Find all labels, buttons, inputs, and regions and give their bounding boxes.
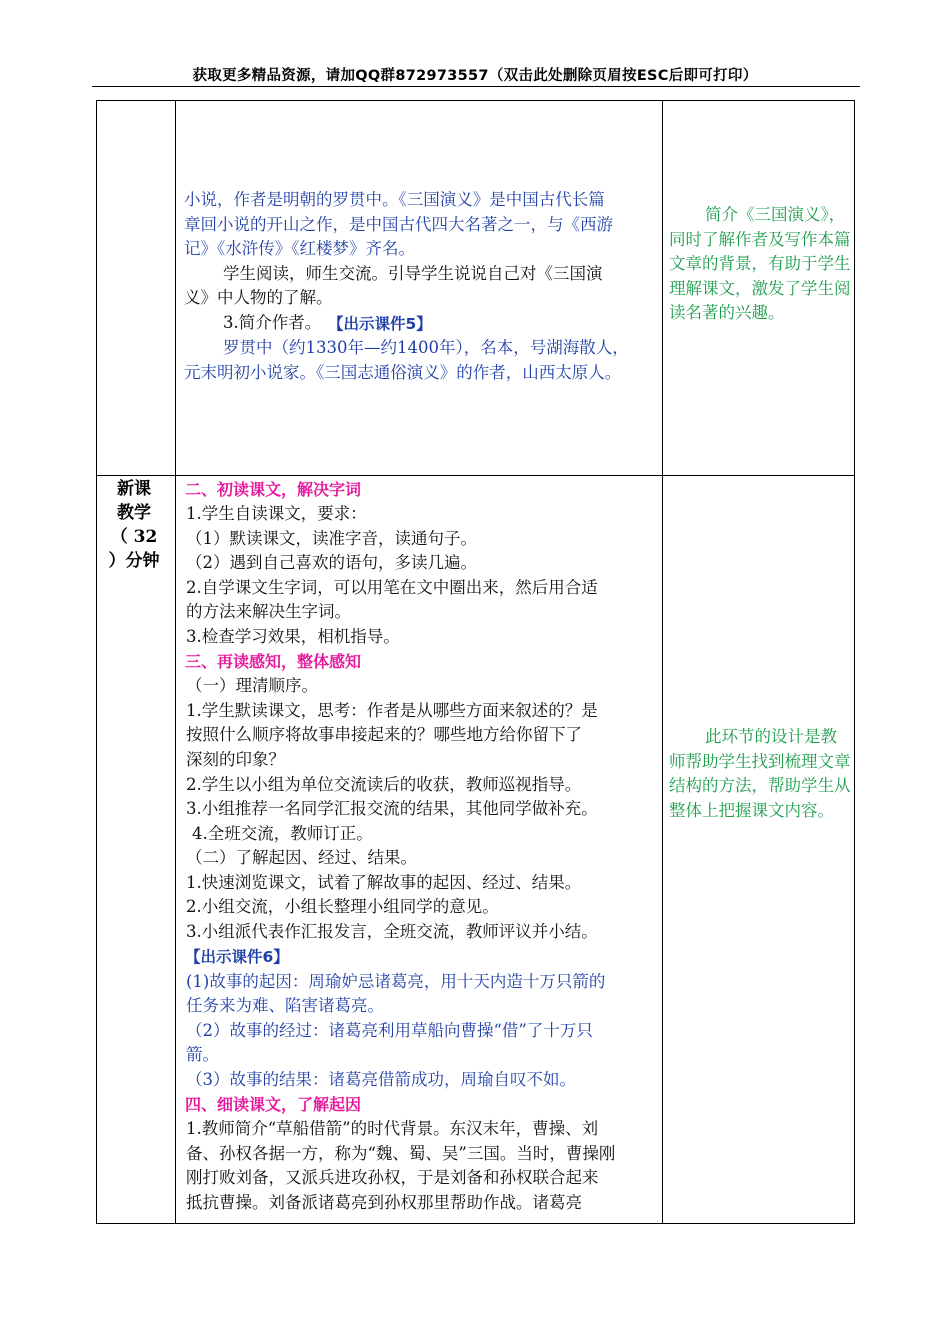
stage-label-line: （ 32	[110, 527, 158, 547]
lesson-line: 1.学生默读课文，思考：作者是从哪些方面来叙述的？是	[186, 701, 598, 720]
row-divider	[96, 475, 855, 476]
row1-line: 章回小说的开山之作，是中国古代四大名著之一，与《西游	[184, 215, 613, 234]
section-heading: 三、再读感知，整体感知	[185, 652, 362, 671]
header-rule	[92, 86, 860, 87]
lesson-line: 1.快速浏览课文，试着了解故事的起因、经过、结果。	[186, 873, 582, 892]
stage-label-line: ）分钟	[108, 551, 160, 571]
stage-label-line: 新课	[117, 479, 151, 499]
lesson-line: 3.小组推荐一名同学汇报交流的结果，其他同学做补充。	[186, 799, 598, 818]
lesson-line: 抵抗曹操。刘备派诸葛亮到孙权那里帮助作战。诸葛亮	[186, 1193, 582, 1212]
column-divider-1	[175, 100, 176, 1224]
lesson-line: (1)故事的起因：周瑜妒忌诸葛亮，用十天内造十万只箭的	[186, 972, 606, 991]
row1-line: 义》中人物的了解。	[184, 288, 333, 307]
row1-line: 元末明初小说家。《三国志通俗演义》的作者，山西太原人。	[184, 363, 622, 382]
lesson-line: 2.自学课文生字词，可以用笔在文中圈出来，然后用合适	[186, 578, 598, 597]
lesson-line: 刚打败刘备，又派兵进攻孙权，于是刘备和孙权联合起来	[186, 1168, 599, 1187]
section-heading: 四、细读课文，了解起因	[185, 1095, 362, 1114]
stage-label	[106, 477, 162, 573]
lesson-line: 3.检查学习效果，相机指导。	[186, 627, 400, 646]
lesson-line: 3.小组派代表作汇报发言，全班交流，教师评议并小结。	[186, 922, 598, 941]
lesson-line: 的方法来解决生字词。	[186, 602, 351, 621]
lesson-line: 2.小组交流，小组长整理小组同学的意见。	[186, 897, 499, 916]
lesson-line: （1）默读课文，读准字音，读通句子。	[186, 529, 477, 548]
row1-design-note: 简介《三国演义》，同时了解作者及写作本篇文章的背景，有助于学生理解课文，激发了学生阅读名著的兴趣。	[669, 205, 851, 323]
row2-design-note: 此环节的设计是教师帮助学生找到梳理文章结构的方法，帮助学生从整体上把握课文内容。	[669, 727, 851, 820]
lesson-line: 按照什么顺序将故事串接起来的？哪些地方给你留下了	[186, 725, 582, 744]
row1-line: 学生阅读，师生交流。引导学生说说自己对《三国演	[223, 264, 603, 283]
lesson-line: （二）了解起因、经过、结果。	[186, 848, 417, 867]
courseware-5-label: 【出示课件5】	[328, 315, 432, 333]
lesson-line: 深刻的印象？	[186, 750, 285, 769]
lesson-line: 备、孙权各据一方，称为“魏、蜀、吴”三国。当时，曹操刚	[186, 1144, 616, 1163]
courseware-6-label: 【出示课件6】	[185, 948, 289, 966]
lesson-line: 1.学生自读课文，要求：	[186, 504, 367, 523]
column-divider-2	[662, 100, 663, 1224]
lesson-line: （一）理清顺序。	[186, 676, 318, 695]
row1-line: 记》《水浒传》《红楼梦》齐名。	[184, 239, 415, 258]
page-header: 获取更多精品资源，请加QQ群872973557（双击此处删除页眉按ESC后即可打印）	[192, 68, 758, 84]
lesson-line: 4.全班交流，教师订正。	[192, 824, 373, 843]
lesson-line: 2.学生以小组为单位交流读后的收获，教师巡视指导。	[186, 775, 582, 794]
lesson-line: 1.教师简介“草船借箭”的时代背景。东汉末年，曹操、刘	[186, 1119, 599, 1138]
lesson-line: （3）故事的结果：诸葛亮借箭成功，周瑜自叹不如。	[186, 1070, 576, 1089]
row1-line: 3.简介作者。	[223, 313, 322, 332]
lesson-line: 箭。	[186, 1045, 219, 1064]
section-heading: 二、初读课文，解决字词	[185, 480, 362, 499]
row1-line: 罗贯中（约1330年—约1400年），名本，号湖海散人，	[223, 338, 629, 357]
stage-label-line: 教学	[117, 503, 151, 523]
row1-line: 小说，作者是明朝的罗贯中。《三国演义》是中国古代长篇	[184, 190, 605, 209]
lesson-line: 任务来为难、陷害诸葛亮。	[186, 996, 384, 1015]
lesson-line: （2）故事的经过：诸葛亮利用草船向曹操“借”了十万只	[186, 1021, 593, 1040]
lesson-line: （2）遇到自己喜欢的语句，多读几遍。	[186, 553, 477, 572]
